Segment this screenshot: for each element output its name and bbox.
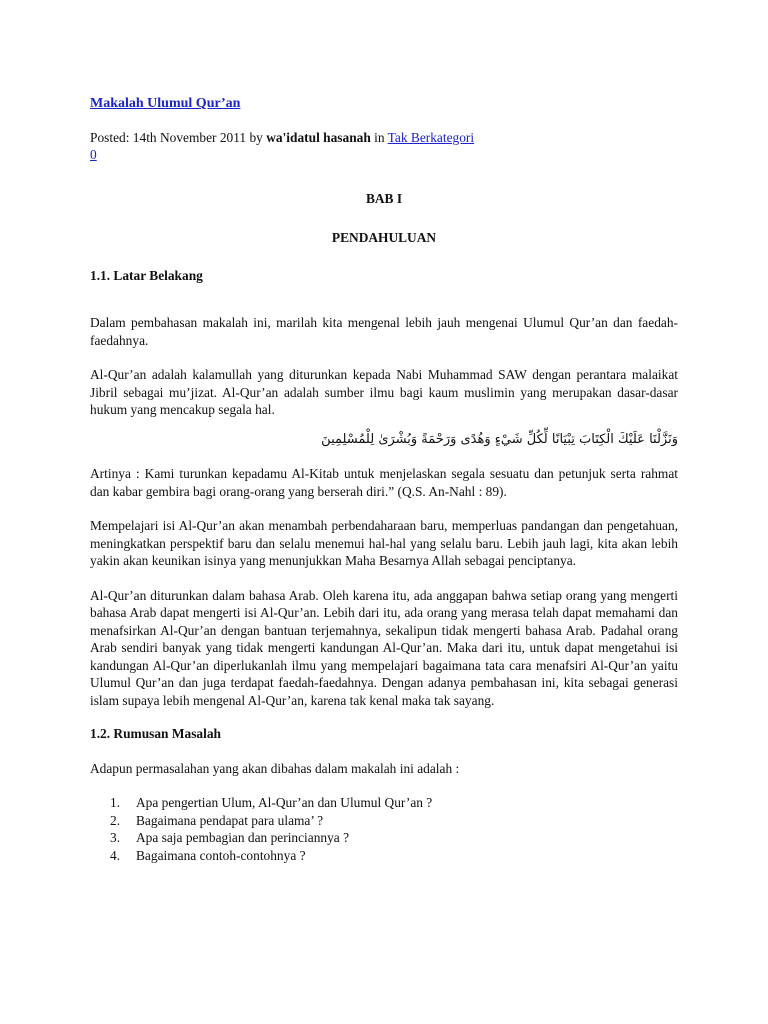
paragraph-translation: Artinya : Kami turunkan kepadamu Al-Kitab untuk menjelaskan segala sesuatu dan petunjuk serta rahmat dan kabar gembira bagi orang-orang yang berserah diri.” (Q.S. An-Nahl : 89). <box>90 466 678 499</box>
problem-list <box>90 794 678 864</box>
section-heading-rumusan-masalah: 1.2. Rumusan Masalah <box>90 726 221 741</box>
post-title-link[interactable]: Makalah Ulumul Qur’an <box>90 96 241 111</box>
list-item: 3. Apa saja pembagian dan perinciannya ? <box>110 830 350 845</box>
post-date: 14th November 2011 <box>132 129 247 145</box>
paragraph: Mempelajari isi Al-Qur’an akan menambah perbendaharaan baru, memperluas pandangan dan pengetahuan, meningkatkan perspektif baru dan selalu menemui hal-hal yang selalu baru. Lebih jauh lagi, kita akan lebih yakin akan keunikan isinya yang menunjukkan Maha Besarnya Allah sebagai penciptanya. <box>90 518 678 568</box>
category-link[interactable]: Tak Berkategori <box>387 129 475 145</box>
by-label: by <box>249 129 263 145</box>
post-meta <box>90 129 678 147</box>
comment-count-link[interactable]: 0 <box>90 147 97 162</box>
chapter-title: PENDAHULUAN <box>331 230 437 245</box>
paragraph: Al-Qur’an adalah kalamullah yang diturunkan kepada Nabi Muhammad SAW dengan perantara malaikat Jibril sebagai mu’jizat. Al-Qur’an adalah sumber ilmu bagi kaum muslimin yang merupakan dasar-dasar hukum yang mencakup segala hal. <box>90 367 678 417</box>
paragraph: Dalam pembahasan makalah ini, marilah kita mengenal lebih jauh mengenai Ulumul Qur’an dan faedah-faedahnya. <box>90 315 678 348</box>
post-author: wa'idatul hasanah <box>266 129 371 145</box>
list-item: 4. Bagaimana contoh-contohnya ? <box>110 847 306 863</box>
section-heading-latar-belakang: 1.1. Latar Belakang <box>90 267 203 283</box>
posted-label: Posted: <box>90 129 130 145</box>
list-intro: Adapun permasalahan yang akan dibahas dalam makalah ini adalah : <box>90 760 460 776</box>
list-item: 1. Apa pengertian Ulum, Al-Qur’an dan Ulumul Qur’an ? <box>110 795 433 810</box>
chapter-heading: BAB I <box>365 190 403 206</box>
in-label: in <box>374 129 385 145</box>
arabic-verse: وَنَزَّلْنَا عَلَيْكَ الْكِتَابَ تِبْيَانًا لِّكُلِّ شَيْءٍ وَهُدًى وَرَحْمَةً وَبُشْرَىٰ لِلْمُسْلِمِينَ <box>321 431 678 447</box>
post-content <box>90 94 678 864</box>
paragraph: Al-Qur’an diturunkan dalam bahasa Arab. Oleh karena itu, ada anggapan bahwa setiap orang yang mengerti bahasa Arab dapat mengerti isi Al-Qur’an. Lebih dari itu, ada orang yang merasa telah dapat memahami dan menafsirkan Al-Qur’an dengan bantuan terjemahnya, sekalipun tidak mengerti bahasa Arab. Padahal orang Arab sendiri banyak yang tidak mengerti kandungan Al-Qur’an. Maka dari itu, untuk dapat mengetahui isi kandungan Al-Qur’an diperlukanlah ilmu yang mempelajari bagaimana tata cara menafsiri Al-Qur’an yaitu Ulumul Qur’an dan juga terdapat faedah-faedahnya. Dengan adanya pembahasan ini, kita sebagai generasi islam supaya lebih mengenal Al-Qur’an, karena tak kenal maka tak sayang. <box>90 587 678 708</box>
list-item: 2. Bagaimana pendapat para ulama’ ? <box>110 812 324 828</box>
